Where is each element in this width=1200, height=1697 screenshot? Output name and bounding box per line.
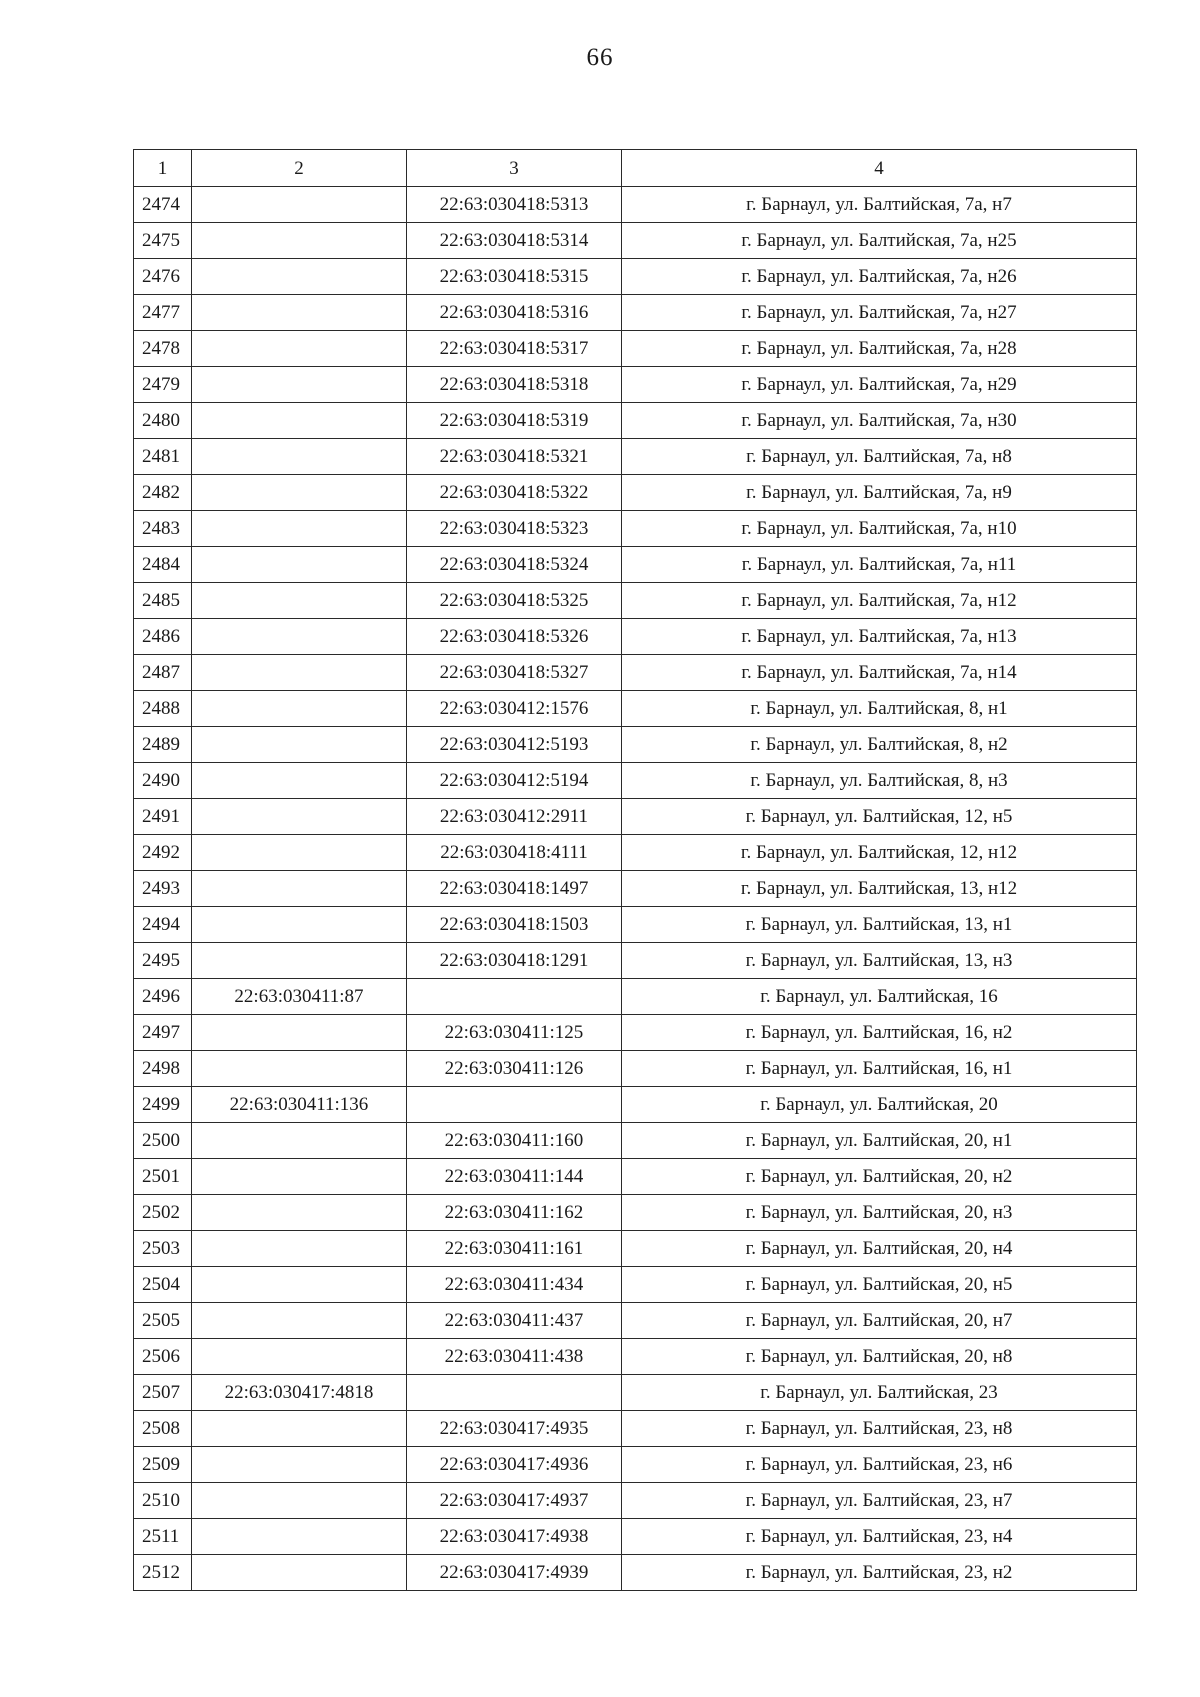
table-row: [134, 979, 1137, 1015]
land-cadastral-number-cell: [192, 1519, 407, 1555]
land-cadastral-number-cell: [192, 331, 407, 367]
row-number-cell: 2505: [134, 1303, 192, 1339]
address-cell: г. Барнаул, ул. Балтийская, 7а, н10: [622, 511, 1137, 547]
address-cell: г. Барнаул, ул. Балтийская, 20, н3: [622, 1195, 1137, 1231]
table-row: [134, 1231, 1137, 1267]
object-cadastral-number-cell: 22:63:030418:5314: [407, 223, 622, 259]
table-row: [134, 619, 1137, 655]
address-cell: г. Барнаул, ул. Балтийская, 13, н1: [622, 907, 1137, 943]
row-number-cell: 2496: [134, 979, 192, 1015]
row-number-cell: 2512: [134, 1555, 192, 1591]
address-cell: г. Барнаул, ул. Балтийская, 7а, н13: [622, 619, 1137, 655]
address-cell: г. Барнаул, ул. Балтийская, 7а, н8: [622, 439, 1137, 475]
table-row: [134, 223, 1137, 259]
address-cell: г. Барнаул, ул. Балтийская, 20, н2: [622, 1159, 1137, 1195]
row-number-cell: 2484: [134, 547, 192, 583]
row-number-cell: 2479: [134, 367, 192, 403]
object-cadastral-number-cell: 22:63:030418:5323: [407, 511, 622, 547]
table-row: [134, 1303, 1137, 1339]
land-cadastral-number-cell: [192, 1159, 407, 1195]
address-cell: г. Барнаул, ул. Балтийская, 7а, н29: [622, 367, 1137, 403]
row-number-cell: 2493: [134, 871, 192, 907]
address-cell: г. Барнаул, ул. Балтийская, 23, н4: [622, 1519, 1137, 1555]
object-cadastral-number-cell: 22:63:030417:4935: [407, 1411, 622, 1447]
address-cell: г. Барнаул, ул. Балтийская, 20, н1: [622, 1123, 1137, 1159]
object-cadastral-number-cell: 22:63:030418:5322: [407, 475, 622, 511]
land-cadastral-number-cell: 22:63:030417:4818: [192, 1375, 407, 1411]
address-cell: г. Барнаул, ул. Балтийская, 8, н2: [622, 727, 1137, 763]
table-row: [134, 1519, 1137, 1555]
address-cell: г. Барнаул, ул. Балтийская, 23, н8: [622, 1411, 1137, 1447]
row-number-cell: 2503: [134, 1231, 192, 1267]
table-row: [134, 1123, 1137, 1159]
land-cadastral-number-cell: [192, 763, 407, 799]
object-cadastral-number-cell: [407, 1087, 622, 1123]
table-row: [134, 1159, 1137, 1195]
address-cell: г. Барнаул, ул. Балтийская, 23, н2: [622, 1555, 1137, 1591]
address-cell: г. Барнаул, ул. Балтийская, 7а, н14: [622, 655, 1137, 691]
row-number-cell: 2498: [134, 1051, 192, 1087]
row-number-cell: 2510: [134, 1483, 192, 1519]
object-cadastral-number-cell: 22:63:030411:125: [407, 1015, 622, 1051]
table-row: [134, 367, 1137, 403]
table-row: [134, 763, 1137, 799]
address-cell: г. Барнаул, ул. Балтийская, 20: [622, 1087, 1137, 1123]
table-row: [134, 835, 1137, 871]
land-cadastral-number-cell: [192, 619, 407, 655]
land-cadastral-number-cell: [192, 223, 407, 259]
row-number-cell: 2478: [134, 331, 192, 367]
address-cell: г. Барнаул, ул. Балтийская, 7а, н28: [622, 331, 1137, 367]
table-row: [134, 871, 1137, 907]
address-cell: г. Барнаул, ул. Балтийская, 13, н12: [622, 871, 1137, 907]
address-cell: г. Барнаул, ул. Балтийская, 7а, н9: [622, 475, 1137, 511]
land-cadastral-number-cell: [192, 1267, 407, 1303]
object-cadastral-number-cell: 22:63:030411:437: [407, 1303, 622, 1339]
row-number-cell: 2509: [134, 1447, 192, 1483]
table-row: [134, 691, 1137, 727]
land-cadastral-number-cell: 22:63:030411:136: [192, 1087, 407, 1123]
land-cadastral-number-cell: 22:63:030411:87: [192, 979, 407, 1015]
land-cadastral-number-cell: [192, 1411, 407, 1447]
land-cadastral-number-cell: [192, 871, 407, 907]
address-cell: г. Барнаул, ул. Балтийская, 7а, н27: [622, 295, 1137, 331]
land-cadastral-number-cell: [192, 439, 407, 475]
table-row: [134, 547, 1137, 583]
table-body: [134, 150, 1137, 1591]
row-number-cell: 2492: [134, 835, 192, 871]
object-cadastral-number-cell: 22:63:030418:4111: [407, 835, 622, 871]
row-number-cell: 2494: [134, 907, 192, 943]
address-cell: г. Барнаул, ул. Балтийская, 20, н4: [622, 1231, 1137, 1267]
address-cell: г. Барнаул, ул. Балтийская, 7а, н11: [622, 547, 1137, 583]
object-cadastral-number-cell: 22:63:030417:4939: [407, 1555, 622, 1591]
address-cell: г. Барнаул, ул. Балтийская, 23: [622, 1375, 1137, 1411]
row-number-cell: 2475: [134, 223, 192, 259]
object-cadastral-number-cell: 22:63:030418:1291: [407, 943, 622, 979]
address-cell: г. Барнаул, ул. Балтийская, 16, н1: [622, 1051, 1137, 1087]
table-row: [134, 511, 1137, 547]
table-row: [134, 1015, 1137, 1051]
row-number-cell: 2508: [134, 1411, 192, 1447]
land-cadastral-number-cell: [192, 1123, 407, 1159]
land-cadastral-number-cell: [192, 727, 407, 763]
page-number: 66: [586, 44, 614, 71]
row-number-cell: 2489: [134, 727, 192, 763]
table-row: [134, 1051, 1137, 1087]
object-cadastral-number-cell: 22:63:030412:5193: [407, 727, 622, 763]
row-number-cell: 2476: [134, 259, 192, 295]
land-cadastral-number-cell: [192, 295, 407, 331]
address-cell: г. Барнаул, ул. Балтийская, 13, н3: [622, 943, 1137, 979]
land-cadastral-number-cell: [192, 655, 407, 691]
land-cadastral-number-cell: [192, 1483, 407, 1519]
table-row: [134, 331, 1137, 367]
object-cadastral-number-cell: 22:63:030411:438: [407, 1339, 622, 1375]
land-cadastral-number-cell: [192, 1339, 407, 1375]
object-cadastral-number-cell: 22:63:030411:161: [407, 1231, 622, 1267]
land-cadastral-number-cell: [192, 799, 407, 835]
row-number-cell: 2474: [134, 187, 192, 223]
table-row: [134, 655, 1137, 691]
table-row: [134, 1411, 1137, 1447]
row-number-cell: 2487: [134, 655, 192, 691]
row-number-cell: 2501: [134, 1159, 192, 1195]
land-cadastral-number-cell: [192, 691, 407, 727]
object-cadastral-number-cell: 22:63:030412:2911: [407, 799, 622, 835]
land-cadastral-number-cell: [192, 403, 407, 439]
address-cell: г. Барнаул, ул. Балтийская, 16, н2: [622, 1015, 1137, 1051]
object-cadastral-number-cell: 22:63:030411:434: [407, 1267, 622, 1303]
object-cadastral-number-cell: 22:63:030418:5325: [407, 583, 622, 619]
row-number-cell: 2500: [134, 1123, 192, 1159]
table-row: [134, 187, 1137, 223]
object-cadastral-number-cell: 22:63:030418:5319: [407, 403, 622, 439]
row-number-cell: 2491: [134, 799, 192, 835]
row-number-cell: 2511: [134, 1519, 192, 1555]
land-cadastral-number-cell: [192, 943, 407, 979]
row-number-cell: 2504: [134, 1267, 192, 1303]
address-cell: г. Барнаул, ул. Балтийская, 20, н8: [622, 1339, 1137, 1375]
table-row: [134, 943, 1137, 979]
object-cadastral-number-cell: [407, 1375, 622, 1411]
column-header-1: 1: [134, 150, 192, 187]
table-row: [134, 475, 1137, 511]
row-number-cell: 2482: [134, 475, 192, 511]
land-cadastral-number-cell: [192, 547, 407, 583]
object-cadastral-number-cell: [407, 979, 622, 1015]
land-cadastral-number-cell: [192, 1195, 407, 1231]
address-cell: г. Барнаул, ул. Балтийская, 23, н6: [622, 1447, 1137, 1483]
land-cadastral-number-cell: [192, 1303, 407, 1339]
header-row: [134, 150, 1137, 187]
object-cadastral-number-cell: 22:63:030418:5318: [407, 367, 622, 403]
land-cadastral-number-cell: [192, 583, 407, 619]
table-row: [134, 295, 1137, 331]
address-cell: г. Барнаул, ул. Балтийская, 12, н12: [622, 835, 1137, 871]
table-row: [134, 727, 1137, 763]
object-cadastral-number-cell: 22:63:030418:5313: [407, 187, 622, 223]
table-row: [134, 439, 1137, 475]
table-row: [134, 1555, 1137, 1591]
row-number-cell: 2485: [134, 583, 192, 619]
object-cadastral-number-cell: 22:63:030418:1497: [407, 871, 622, 907]
land-cadastral-number-cell: [192, 367, 407, 403]
land-cadastral-number-cell: [192, 1447, 407, 1483]
address-cell: г. Барнаул, ул. Балтийская, 7а, н12: [622, 583, 1137, 619]
row-number-cell: 2502: [134, 1195, 192, 1231]
row-number-cell: 2477: [134, 295, 192, 331]
table-row: [134, 1087, 1137, 1123]
table-row: [134, 1195, 1137, 1231]
object-cadastral-number-cell: 22:63:030411:144: [407, 1159, 622, 1195]
object-cadastral-number-cell: 22:63:030418:1503: [407, 907, 622, 943]
row-number-cell: 2507: [134, 1375, 192, 1411]
table-row: [134, 907, 1137, 943]
column-header-3: 3: [407, 150, 622, 187]
address-cell: г. Барнаул, ул. Балтийская, 7а, н7: [622, 187, 1137, 223]
table-row: [134, 799, 1137, 835]
address-cell: г. Барнаул, ул. Балтийская, 7а, н30: [622, 403, 1137, 439]
row-number-cell: 2499: [134, 1087, 192, 1123]
address-cell: г. Барнаул, ул. Балтийская, 20, н7: [622, 1303, 1137, 1339]
row-number-cell: 2506: [134, 1339, 192, 1375]
object-cadastral-number-cell: 22:63:030418:5324: [407, 547, 622, 583]
address-cell: г. Барнаул, ул. Балтийская, 8, н3: [622, 763, 1137, 799]
address-cell: г. Барнаул, ул. Балтийская, 8, н1: [622, 691, 1137, 727]
table-row: [134, 1267, 1137, 1303]
row-number-cell: 2488: [134, 691, 192, 727]
object-cadastral-number-cell: 22:63:030418:5317: [407, 331, 622, 367]
object-cadastral-number-cell: 22:63:030411:160: [407, 1123, 622, 1159]
land-cadastral-number-cell: [192, 259, 407, 295]
address-cell: г. Барнаул, ул. Балтийская, 12, н5: [622, 799, 1137, 835]
object-cadastral-number-cell: 22:63:030418:5327: [407, 655, 622, 691]
object-cadastral-number-cell: 22:63:030418:5326: [407, 619, 622, 655]
table-row: [134, 1447, 1137, 1483]
address-cell: г. Барнаул, ул. Балтийская, 20, н5: [622, 1267, 1137, 1303]
object-cadastral-number-cell: 22:63:030411:162: [407, 1195, 622, 1231]
row-number-cell: 2483: [134, 511, 192, 547]
row-number-cell: 2480: [134, 403, 192, 439]
table-row: [134, 403, 1137, 439]
land-cadastral-number-cell: [192, 1231, 407, 1267]
table-row: [134, 259, 1137, 295]
address-cell: г. Барнаул, ул. Балтийская, 23, н7: [622, 1483, 1137, 1519]
land-cadastral-number-cell: [192, 907, 407, 943]
land-cadastral-number-cell: [192, 475, 407, 511]
row-number-cell: 2497: [134, 1015, 192, 1051]
address-cell: г. Барнаул, ул. Балтийская, 7а, н25: [622, 223, 1137, 259]
object-cadastral-number-cell: 22:63:030417:4936: [407, 1447, 622, 1483]
object-cadastral-number-cell: 22:63:030417:4938: [407, 1519, 622, 1555]
object-cadastral-number-cell: 22:63:030411:126: [407, 1051, 622, 1087]
object-cadastral-number-cell: 22:63:030412:1576: [407, 691, 622, 727]
column-header-2: 2: [192, 150, 407, 187]
land-cadastral-number-cell: [192, 187, 407, 223]
object-cadastral-number-cell: 22:63:030412:5194: [407, 763, 622, 799]
object-cadastral-number-cell: 22:63:030417:4937: [407, 1483, 622, 1519]
land-cadastral-number-cell: [192, 1051, 407, 1087]
address-cell: г. Барнаул, ул. Балтийская, 7а, н26: [622, 259, 1137, 295]
table-row: [134, 583, 1137, 619]
register-table: [133, 149, 1137, 1591]
land-cadastral-number-cell: [192, 835, 407, 871]
row-number-cell: 2490: [134, 763, 192, 799]
table-row: [134, 1339, 1137, 1375]
column-header-4: 4: [622, 150, 1137, 187]
row-number-cell: 2495: [134, 943, 192, 979]
object-cadastral-number-cell: 22:63:030418:5316: [407, 295, 622, 331]
object-cadastral-number-cell: 22:63:030418:5315: [407, 259, 622, 295]
table-row: [134, 1375, 1137, 1411]
object-cadastral-number-cell: 22:63:030418:5321: [407, 439, 622, 475]
land-cadastral-number-cell: [192, 1555, 407, 1591]
land-cadastral-number-cell: [192, 1015, 407, 1051]
address-cell: г. Барнаул, ул. Балтийская, 16: [622, 979, 1137, 1015]
land-cadastral-number-cell: [192, 511, 407, 547]
row-number-cell: 2481: [134, 439, 192, 475]
table-row: [134, 1483, 1137, 1519]
row-number-cell: 2486: [134, 619, 192, 655]
